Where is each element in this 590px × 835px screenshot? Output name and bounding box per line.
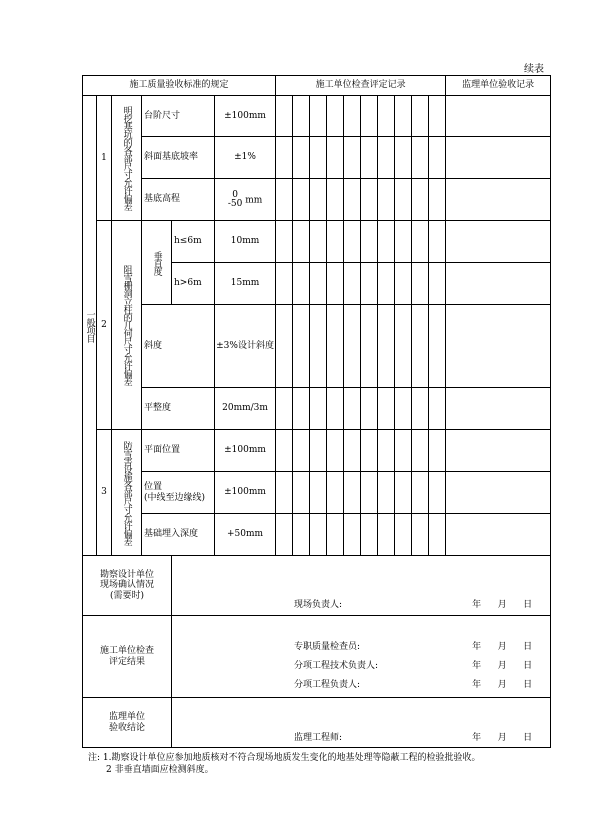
item-value: ±100mm: [215, 96, 276, 137]
supervision-cell[interactable]: [446, 305, 551, 388]
item-value: ±1%: [215, 137, 276, 179]
header-standard: 施工质量验收标准的规定: [83, 76, 276, 96]
item-value: +50mm: [215, 514, 276, 556]
item-value: ±100mm: [215, 430, 276, 472]
item-label: 平整度: [142, 388, 215, 430]
supervision-conclusion-label: 监理单位 验收结论: [83, 698, 172, 748]
item-label: h>6m: [172, 263, 215, 305]
quality-inspector-label: 专职质量检查员:: [294, 642, 361, 652]
item-label: 基础埋入深度: [142, 514, 215, 556]
supervision-cell[interactable]: [446, 430, 551, 472]
survey-sign-area[interactable]: 现场负责人: 年 月 日: [172, 556, 551, 616]
technical-lead-label: 分项工程技术负责人:: [294, 661, 379, 671]
supervision-cell[interactable]: [446, 388, 551, 430]
item-label: 基底高程: [142, 179, 215, 221]
supervision-cell[interactable]: [446, 179, 551, 221]
item-value: 10mm: [215, 221, 276, 263]
header-supervision: 监理单位验收记录: [446, 76, 551, 96]
group-3-no: 3: [97, 430, 112, 556]
item-label: 台阶尺寸: [142, 96, 215, 137]
item-label: h≤6m: [172, 221, 215, 263]
item-label: 平面位置: [142, 430, 215, 472]
header-construction: 施工单位检查评定记录: [276, 76, 446, 96]
supervision-cell[interactable]: [446, 514, 551, 556]
supervision-cell[interactable]: [446, 472, 551, 514]
supervision-cell[interactable]: [446, 96, 551, 137]
note-2: 2 非垂直墙面应检测斜度。: [88, 765, 214, 775]
general-items-label: 一般项目: [83, 96, 97, 556]
group-3-name: 防雪害设施各部尺寸允许偏差: [112, 430, 142, 556]
notes: [88, 752, 480, 776]
survey-sign-label: 现场负责人:: [294, 600, 343, 610]
supervision-cell[interactable]: [446, 263, 551, 305]
item-value: ±100mm: [215, 472, 276, 514]
supervisor-sign-label: 监理工程师:: [294, 733, 343, 743]
supervision-cell[interactable]: [446, 137, 551, 179]
item-value: 20mm/3m: [215, 388, 276, 430]
item-label: 位置 (中线至边缘线): [142, 472, 215, 514]
construction-sign-area[interactable]: 专职质量检查员: 年 月 日 分项工程技术负责人: 年 月 日 分项工程负责人: 年 月 日: [172, 616, 551, 698]
group-2-name: 阻雪栅洞立柱的几何尺寸允许偏差: [112, 221, 142, 430]
item-label: 斜度: [142, 305, 215, 388]
group-2-no: 2: [97, 221, 112, 430]
note-1: 注: 1.勘察设计单位应参加地质核对不符合现场地质发生变化的地基处理等隐蔽工程的检验批验收。: [88, 753, 481, 763]
item-label: 斜面基底坡率: [142, 137, 215, 179]
construction-result-label: 施工单位检查 评定结果: [83, 616, 172, 698]
item-value: ±3%设计斜度: [215, 305, 276, 388]
project-lead-label: 分项工程负责人:: [294, 680, 361, 690]
vertical-label: 垂直度: [142, 221, 172, 305]
inspection-table: [82, 75, 551, 748]
supervision-cell[interactable]: [446, 221, 551, 263]
group-1-no: 1: [97, 96, 112, 221]
group-1-name: 明挖基坑的各部尺寸允许偏差: [112, 96, 142, 221]
item-value: 0 -50 mm: [215, 179, 276, 221]
supervision-sign-area[interactable]: 监理工程师: 年 月 日: [172, 698, 551, 748]
item-value: 15mm: [215, 263, 276, 305]
survey-section-label: 勘察设计单位 现场确认情况 (需要时): [83, 556, 172, 616]
continued-label: 续表: [524, 64, 544, 75]
